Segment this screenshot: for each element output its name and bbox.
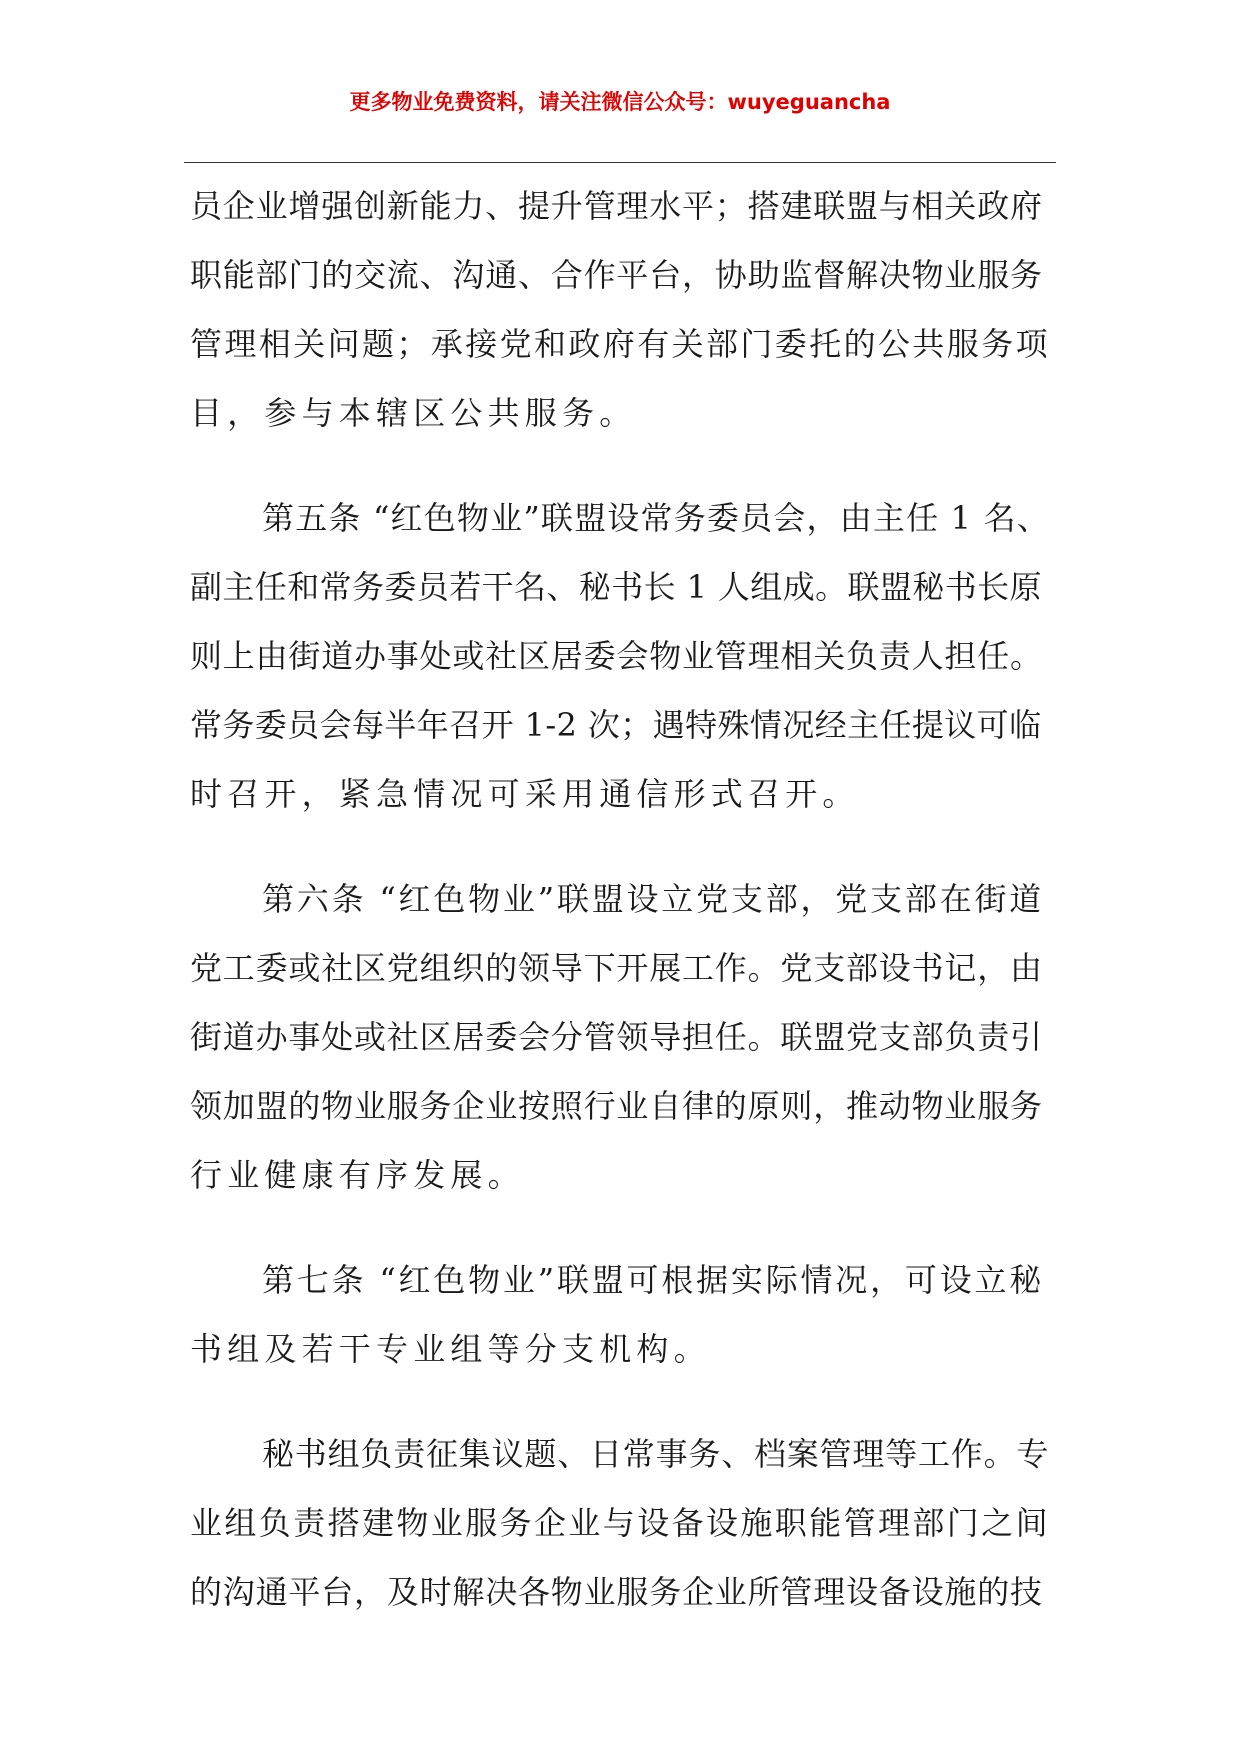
paragraph-article-6 bbox=[190, 865, 1050, 1210]
text-line: 管理相关问题；承接党和政府有关部门委托的公共服务项 bbox=[190, 325, 1051, 363]
text-line: 第五条 “红色物业”联盟设常务委员会，由主任 1 名、 bbox=[262, 499, 1050, 537]
text-line: 秘书组负责征集议题、日常事务、档案管理等工作。专 bbox=[262, 1435, 1050, 1473]
paragraph-continuation bbox=[190, 172, 1050, 448]
header-divider bbox=[184, 162, 1056, 163]
text-line: 职能部门的交流、沟通、合作平台，协助监督解决物业服务 bbox=[190, 256, 1043, 294]
text-line: 业组负责搭建物业服务企业与设备设施职能管理部门之间 bbox=[190, 1504, 1051, 1542]
paragraph-secretariat bbox=[190, 1420, 1050, 1627]
text-line: 领加盟的物业服务企业按照行业自律的原则，推动物业服务 bbox=[190, 1087, 1043, 1125]
text-line: 第六条 “红色物业”联盟设立党支部，党支部在街道 bbox=[262, 880, 1045, 918]
text-line: 街道办事处或社区居委会分管领导担任。联盟党支部负责引 bbox=[190, 1018, 1043, 1056]
text-line: 时召开，紧急情况可采用通信形式召开。 bbox=[190, 775, 860, 813]
text-line: 的沟通平台，及时解决各物业服务企业所管理设备设施的技 bbox=[190, 1573, 1043, 1611]
text-line: 常务委员会每半年召开 1-2 次；遇特殊情况经主任提议可临 bbox=[190, 706, 1042, 744]
paragraph-article-5 bbox=[190, 484, 1050, 829]
document-body bbox=[190, 172, 1050, 1627]
text-line: 员企业增强创新能力、提升管理水平；搭建联盟与相关政府 bbox=[190, 187, 1043, 225]
text-line: 党工委或社区党组织的领导下开展工作。党支部设书记，由 bbox=[190, 949, 1043, 987]
promo-header: 更多物业免费资料，请关注微信公众号：wuyeguancha bbox=[349, 90, 891, 114]
text-line: 副主任和常务委员若干名、秘书长 1 人组成。联盟秘书长原 bbox=[190, 568, 1042, 606]
text-line: 则上由街道办事处或社区居委会物业管理相关负责人担任。 bbox=[190, 637, 1043, 675]
text-line: 行业健康有序发展。 bbox=[190, 1156, 525, 1194]
paragraph-article-7 bbox=[190, 1246, 1050, 1384]
text-line: 书组及若干专业组等分支机构。 bbox=[190, 1330, 711, 1368]
text-line: 第七条 “红色物业”联盟可根据实际情况，可设立秘 bbox=[262, 1261, 1045, 1299]
text-line: 目，参与本辖区公共服务。 bbox=[190, 394, 637, 432]
